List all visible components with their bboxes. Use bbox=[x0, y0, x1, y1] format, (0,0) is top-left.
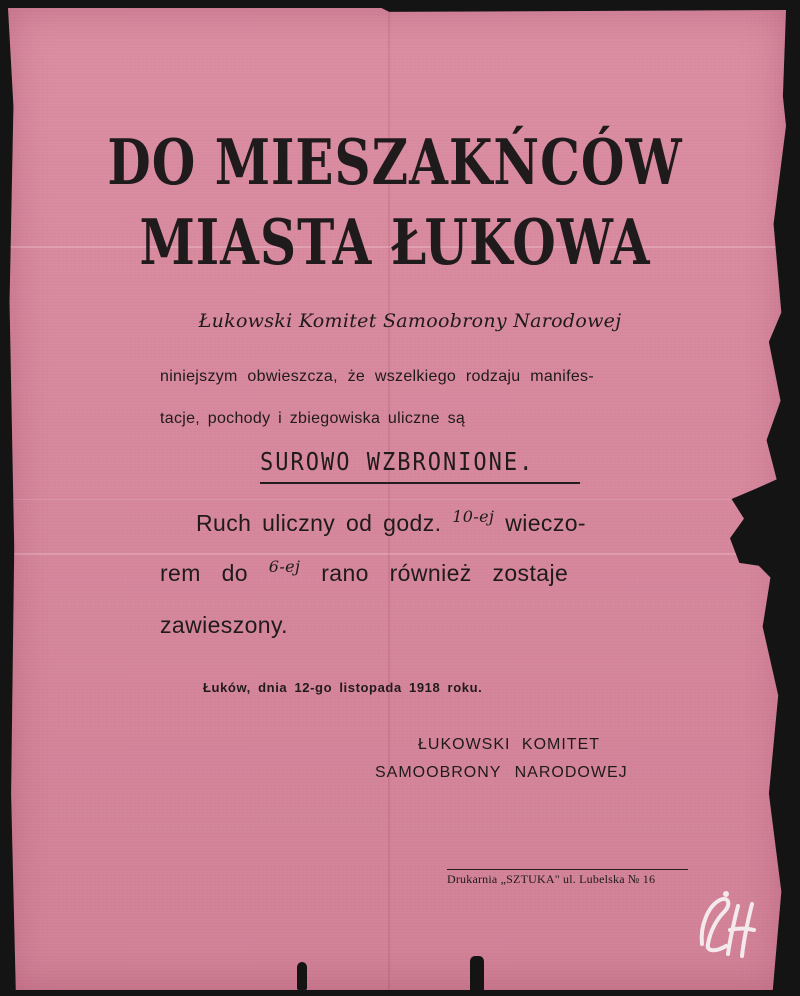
issue-date: Łuków, dnia 12-go listopada 1918 roku. bbox=[203, 680, 483, 695]
mounting-nail bbox=[470, 956, 484, 992]
curfew-text: rem do bbox=[160, 560, 248, 586]
fold-line bbox=[8, 553, 786, 555]
announcement-line-2: tacje, pochody i zbiegowiska uliczne są bbox=[160, 410, 466, 427]
signature-line-2: SAMOOBRONY NARODOWEJ bbox=[375, 764, 628, 781]
issuing-committee: Łukowski Komitet Samoobrony Narodowej bbox=[198, 310, 622, 332]
mounting-nail bbox=[297, 962, 307, 990]
forbidden-notice: SUROWO WZBRONIONE. bbox=[260, 448, 535, 477]
printer-imprint: Drukarnia „SZTUKA" ul. Lubelska № 16 bbox=[447, 872, 656, 886]
curfew-line-1 bbox=[196, 507, 586, 537]
forbidden-underline bbox=[260, 482, 580, 484]
announcement-line-1: niniejszym obwieszcza, że wszelkiego rodzaju manifes- bbox=[160, 368, 594, 385]
paper-crease bbox=[8, 499, 786, 500]
curfew-text: Ruch uliczny od godz. bbox=[196, 510, 442, 536]
poster-title-line-2: MIASTA ŁUKOWA bbox=[139, 205, 651, 279]
curfew-line-2 bbox=[160, 557, 569, 587]
curfew-line-3: zawieszony. bbox=[160, 612, 288, 638]
curfew-text: rano również zostaje bbox=[321, 560, 569, 586]
printer-rule bbox=[447, 869, 688, 870]
curfew-text: wieczo- bbox=[505, 510, 586, 536]
signature-line-1: ŁUKOWSKI KOMITET bbox=[418, 736, 601, 753]
lh-watermark-logo bbox=[682, 886, 772, 966]
curfew-start-hour: 10-ej bbox=[452, 507, 495, 526]
curfew-end-hour: 6-ej bbox=[268, 557, 301, 576]
poster-title-line-1: DO MIESZAKŃCÓW bbox=[107, 125, 683, 199]
